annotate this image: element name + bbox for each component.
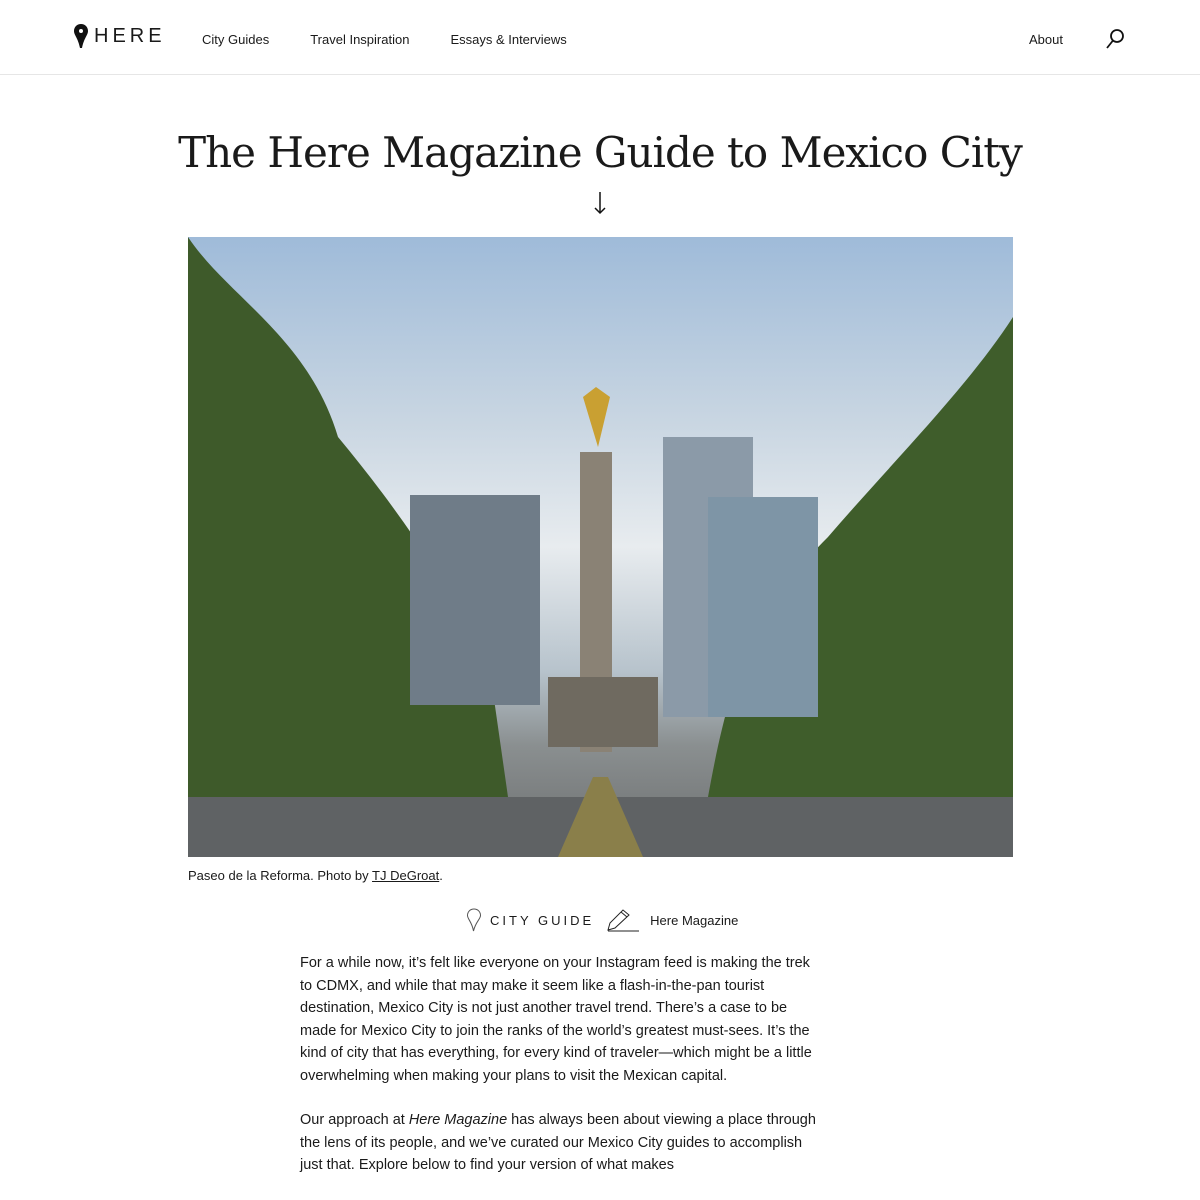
location-pin-icon — [466, 908, 482, 932]
p2-text-end: has always been about viewing a place through the lens of its people, and we’ve curated our Mexico City guides to accomplish just that. Explore below to find your version of what makes — [300, 1112, 816, 1173]
hero-photo-illustration — [188, 237, 1013, 857]
category-label[interactable]: CITY GUIDE — [490, 912, 595, 928]
paragraph-1: For a while now, it’s felt like everyone on your Instagram feed is making the trek to CDMX, and while that may make it seem like a flash-in-the-pan tourist destination, Mexico City is not just another travel trend. There’s a case to be made for Mexico City to join the ranks of the world’s greatest must-sees. It’s the kind of city that has everything, for every kind of traveler—which might be a little overwhelming when making your plans to visit the Mexican capital. — [300, 955, 812, 1084]
hero-photo — [188, 237, 1013, 857]
nav-about[interactable]: About — [1029, 32, 1063, 47]
pencil-icon — [606, 908, 640, 932]
caption-end: . — [439, 868, 443, 883]
article-meta — [466, 908, 738, 932]
paragraph-2 — [300, 1109, 825, 1177]
photo-caption — [188, 868, 443, 883]
main-nav — [202, 32, 567, 47]
logo-text: HERE — [94, 24, 166, 47]
logo[interactable] — [74, 24, 166, 48]
page-title: The Here Magazine Guide to Mexico City — [178, 128, 1022, 177]
nav-travel-inspiration[interactable]: Travel Inspiration — [310, 32, 410, 47]
nav-city-guides[interactable]: City Guides — [202, 32, 270, 47]
p2-text: Our approach at — [300, 1112, 409, 1128]
p2-emphasis: Here Magazine — [408, 1112, 508, 1128]
site-header — [0, 0, 1200, 75]
author-name[interactable]: Here Magazine — [650, 912, 739, 928]
nav-essays-interviews[interactable]: Essays & Interviews — [450, 32, 567, 47]
search-icon[interactable] — [1105, 28, 1125, 50]
caption-text: Paseo de la Reforma. Photo by — [188, 868, 373, 883]
article-body — [300, 952, 825, 1199]
map-pin-icon — [74, 24, 88, 48]
photographer-link[interactable]: TJ DeGroat — [372, 868, 440, 883]
arrow-down-icon[interactable] — [591, 190, 609, 216]
